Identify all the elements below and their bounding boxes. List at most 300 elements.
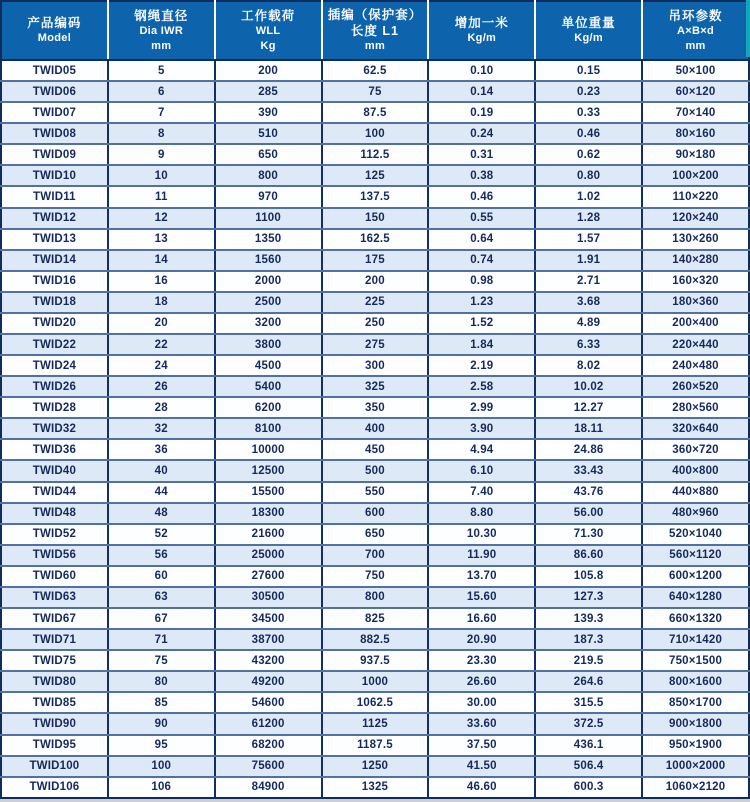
table-cell: 40 (108, 460, 215, 481)
table-row (1, 229, 749, 250)
table-cell: 970 (215, 186, 322, 207)
header-line: 吊环参数 (668, 8, 723, 23)
table-cell: 44 (108, 482, 215, 503)
table-cell: 510 (215, 123, 322, 144)
header-cell-diameter (108, 1, 215, 60)
table-cell: 220×440 (642, 334, 749, 355)
table-cell: 37.50 (428, 735, 535, 756)
table-cell: 0.31 (428, 144, 535, 165)
table-cell: 250 (322, 313, 429, 334)
table-cell: 710×1420 (642, 629, 749, 650)
model-cell: TWID48 (1, 503, 108, 524)
table-cell: 75 (108, 650, 215, 671)
table-cell: 320×640 (642, 418, 749, 439)
table-cell: 160×320 (642, 271, 749, 292)
table-cell: 280×560 (642, 397, 749, 418)
table-cell: 882.5 (322, 629, 429, 650)
table-cell: 52 (108, 524, 215, 545)
model-cell: TWID63 (1, 587, 108, 608)
table-cell: 105.8 (535, 566, 642, 587)
table-row (1, 292, 749, 313)
table-cell: 75 (322, 81, 429, 102)
header-line: WLL (255, 24, 281, 37)
table-cell: 87.5 (322, 102, 429, 123)
table-cell: 660×1320 (642, 608, 749, 629)
table-cell: 825 (322, 608, 429, 629)
table-cell: 85 (108, 692, 215, 713)
table-cell: 16.60 (428, 608, 535, 629)
model-cell: TWID07 (1, 102, 108, 123)
table-cell: 12500 (215, 460, 322, 481)
header-line: 长度 L1 (350, 24, 399, 38)
table-cell: 60 (108, 566, 215, 587)
table-cell: 600.3 (535, 777, 642, 798)
table-cell: 8 (108, 123, 215, 144)
table-cell: 1.84 (428, 334, 535, 355)
table-cell: 137.5 (322, 186, 429, 207)
table-cell: 3800 (215, 334, 322, 355)
model-cell: TWID12 (1, 208, 108, 229)
table-cell: 2.71 (535, 271, 642, 292)
table-cell: 1560 (215, 250, 322, 271)
table-cell: 43.76 (535, 482, 642, 503)
table-cell: 225 (322, 292, 429, 313)
table-cell: 10 (108, 165, 215, 186)
table-cell: 560×1120 (642, 545, 749, 566)
table-cell: 33.60 (428, 713, 535, 734)
table-cell: 8.80 (428, 503, 535, 524)
table-cell: 600 (322, 503, 429, 524)
model-cell: TWID10 (1, 165, 108, 186)
table-cell: 120×240 (642, 208, 749, 229)
table-cell: 1000×2000 (642, 756, 749, 777)
header-cell-ring-params (642, 1, 749, 60)
table-cell: 1350 (215, 229, 322, 250)
table-cell: 372.5 (535, 713, 642, 734)
table-cell: 0.23 (535, 81, 642, 102)
table-row (1, 165, 749, 186)
header-line: mm (151, 39, 172, 52)
model-cell: TWID60 (1, 566, 108, 587)
table-row (1, 524, 749, 545)
table-cell: 32 (108, 418, 215, 439)
header-cell-wll (215, 1, 322, 60)
table-cell: 34500 (215, 608, 322, 629)
table-row (1, 735, 749, 756)
table-cell: 25000 (215, 545, 322, 566)
table-cell: 650 (322, 524, 429, 545)
model-cell: TWID71 (1, 629, 108, 650)
table-cell: 56.00 (535, 503, 642, 524)
table-cell: 506.4 (535, 756, 642, 777)
table-cell: 15500 (215, 482, 322, 503)
table-cell: 50×100 (642, 60, 749, 81)
table-cell: 125 (322, 165, 429, 186)
table-cell: 18 (108, 292, 215, 313)
table-row (1, 313, 749, 334)
table-cell: 450 (322, 439, 429, 460)
model-cell: TWID22 (1, 334, 108, 355)
model-cell: TWID13 (1, 229, 108, 250)
table-cell: 390 (215, 102, 322, 123)
model-cell: TWID09 (1, 144, 108, 165)
table-cell: 0.80 (535, 165, 642, 186)
model-cell: TWID32 (1, 418, 108, 439)
model-cell: TWID18 (1, 292, 108, 313)
table-cell: 750×1500 (642, 650, 749, 671)
table-cell: 3.68 (535, 292, 642, 313)
header-line: mm (685, 39, 706, 52)
model-cell: TWID52 (1, 524, 108, 545)
table-cell: 850×1700 (642, 692, 749, 713)
table-cell: 5 (108, 60, 215, 81)
table-cell: 48 (108, 503, 215, 524)
table-cell: 112.5 (322, 144, 429, 165)
table-cell: 700 (322, 545, 429, 566)
table-cell: 260×520 (642, 376, 749, 397)
table-cell: 12 (108, 208, 215, 229)
table-cell: 187.3 (535, 629, 642, 650)
table-cell: 200 (215, 60, 322, 81)
table-cell: 56 (108, 545, 215, 566)
header-line: Model (37, 32, 72, 44)
model-cell: TWID90 (1, 713, 108, 734)
table-cell: 6 (108, 81, 215, 102)
table-row (1, 60, 749, 81)
table-cell: 140×280 (642, 250, 749, 271)
table-cell: 200×400 (642, 313, 749, 334)
table-cell: 60×120 (642, 81, 749, 102)
table-row (1, 334, 749, 355)
table-cell: 10.30 (428, 524, 535, 545)
table-cell: 240×480 (642, 355, 749, 376)
table-cell: 70×140 (642, 102, 749, 123)
table-cell: 1187.5 (322, 735, 429, 756)
table-cell: 937.5 (322, 650, 429, 671)
table-cell: 550 (322, 482, 429, 503)
table-cell: 23.30 (428, 650, 535, 671)
table-cell: 14 (108, 250, 215, 271)
model-cell: TWID85 (1, 692, 108, 713)
table-cell: 950×1900 (642, 735, 749, 756)
model-cell: TWID28 (1, 397, 108, 418)
model-cell: TWID16 (1, 271, 108, 292)
model-cell: TWID24 (1, 355, 108, 376)
table-cell: 20.90 (428, 629, 535, 650)
table-cell: 12.27 (535, 397, 642, 418)
header-line: Kg (260, 39, 276, 52)
table-row (1, 439, 749, 460)
table-cell: 3200 (215, 313, 322, 334)
table-row (1, 397, 749, 418)
table-cell: 24.86 (535, 439, 642, 460)
table-cell: 2500 (215, 292, 322, 313)
table-cell: 9 (108, 144, 215, 165)
table-cell: 1.52 (428, 313, 535, 334)
table-cell: 18300 (215, 503, 322, 524)
table-row (1, 355, 749, 376)
table-cell: 22 (108, 334, 215, 355)
table-cell: 0.19 (428, 102, 535, 123)
model-cell: TWID44 (1, 482, 108, 503)
table-cell: 2.19 (428, 355, 535, 376)
table-row (1, 713, 749, 734)
table-cell: 300 (322, 355, 429, 376)
table-row (1, 271, 749, 292)
table-cell: 10.02 (535, 376, 642, 397)
model-cell: TWID56 (1, 545, 108, 566)
table-cell: 400 (322, 418, 429, 439)
table-cell: 110×220 (642, 186, 749, 207)
header-cell-per-extra-meter (428, 1, 535, 60)
model-cell: TWID80 (1, 671, 108, 692)
table-cell: 0.98 (428, 271, 535, 292)
table-row (1, 208, 749, 229)
table-row (1, 692, 749, 713)
table-cell: 127.3 (535, 587, 642, 608)
table-row (1, 671, 749, 692)
table-row (1, 482, 749, 503)
table-cell: 1250 (322, 756, 429, 777)
table-cell: 350 (322, 397, 429, 418)
table-cell: 4500 (215, 355, 322, 376)
table-cell: 26.60 (428, 671, 535, 692)
table-cell: 80×160 (642, 123, 749, 144)
table-cell: 640×1280 (642, 587, 749, 608)
table-cell: 30500 (215, 587, 322, 608)
table-cell: 2.99 (428, 397, 535, 418)
table-cell: 162.5 (322, 229, 429, 250)
table-cell: 86.60 (535, 545, 642, 566)
table-cell: 43200 (215, 650, 322, 671)
table-row (1, 460, 749, 481)
table-cell: 75600 (215, 756, 322, 777)
table-row (1, 629, 749, 650)
table-row (1, 123, 749, 144)
table-cell: 500 (322, 460, 429, 481)
table-row (1, 650, 749, 671)
table-cell: 21600 (215, 524, 322, 545)
table-cell: 360×720 (642, 439, 749, 460)
table-cell: 18.11 (535, 418, 642, 439)
header-line: A×B×d (677, 24, 715, 37)
table-row (1, 81, 749, 102)
table-row (1, 587, 749, 608)
table-cell: 1100 (215, 208, 322, 229)
table-cell: 0.46 (428, 186, 535, 207)
header-line: Kg/m (467, 32, 497, 44)
table-cell: 400×800 (642, 460, 749, 481)
table-cell: 150 (322, 208, 429, 229)
table-cell: 0.62 (535, 144, 642, 165)
table-cell: 63 (108, 587, 215, 608)
model-cell: TWID20 (1, 313, 108, 334)
table-cell: 0.33 (535, 102, 642, 123)
teal-corner-accent (746, 0, 750, 57)
table-cell: 71.30 (535, 524, 642, 545)
table-cell: 90×180 (642, 144, 749, 165)
table-cell: 36 (108, 439, 215, 460)
table-cell: 264.6 (535, 671, 642, 692)
table-row (1, 777, 749, 798)
header-row (1, 1, 749, 60)
table-cell: 80 (108, 671, 215, 692)
table-cell: 8100 (215, 418, 322, 439)
table-header (1, 1, 749, 60)
table-cell: 7.40 (428, 482, 535, 503)
table-cell: 130×260 (642, 229, 749, 250)
model-cell: TWID106 (1, 777, 108, 798)
model-cell: TWID08 (1, 123, 108, 144)
table-cell: 0.64 (428, 229, 535, 250)
table-cell: 480×960 (642, 503, 749, 524)
table-cell: 4.94 (428, 439, 535, 460)
table-cell: 106 (108, 777, 215, 798)
table-cell: 1060×2120 (642, 777, 749, 798)
table-cell: 5400 (215, 376, 322, 397)
table-cell: 900×1800 (642, 713, 749, 734)
table-cell: 24 (108, 355, 215, 376)
table-cell: 1325 (322, 777, 429, 798)
table-body (1, 60, 749, 798)
table-row (1, 608, 749, 629)
header-line: Kg/m (574, 32, 603, 44)
table-cell: 68200 (215, 735, 322, 756)
table-cell: 315.5 (535, 692, 642, 713)
header-cell-unit-weight (535, 1, 642, 60)
header-line: 工作载荷 (241, 8, 296, 23)
table-cell: 750 (322, 566, 429, 587)
table-cell: 800×1600 (642, 671, 749, 692)
table-cell: 11.90 (428, 545, 535, 566)
table-cell: 0.46 (535, 123, 642, 144)
table-cell: 61200 (215, 713, 322, 734)
header-line: 单位重量 (561, 16, 616, 30)
table-cell: 16 (108, 271, 215, 292)
table-cell: 1000 (322, 671, 429, 692)
table-cell: 436.1 (535, 735, 642, 756)
table-cell: 62.5 (322, 60, 429, 81)
table-row (1, 144, 749, 165)
table-cell: 4.89 (535, 313, 642, 334)
table-row (1, 418, 749, 439)
table-cell: 1125 (322, 713, 429, 734)
table-cell: 0.14 (428, 81, 535, 102)
table-cell: 67 (108, 608, 215, 629)
table-cell: 46.60 (428, 777, 535, 798)
table-cell: 95 (108, 735, 215, 756)
model-cell: TWID11 (1, 186, 108, 207)
table-cell: 1.91 (535, 250, 642, 271)
table-cell: 219.5 (535, 650, 642, 671)
table-cell: 20 (108, 313, 215, 334)
table-cell: 41.50 (428, 756, 535, 777)
table-cell: 440×880 (642, 482, 749, 503)
header-line: 增加一米 (454, 16, 509, 30)
header-cell-model (1, 1, 108, 60)
model-cell: TWID75 (1, 650, 108, 671)
table-cell: 10000 (215, 439, 322, 460)
table-cell: 0.15 (535, 60, 642, 81)
table-cell: 139.3 (535, 608, 642, 629)
table-cell: 11 (108, 186, 215, 207)
table-cell: 520×1040 (642, 524, 749, 545)
table-cell: 71 (108, 629, 215, 650)
header-line: mm (364, 40, 386, 52)
table-cell: 0.38 (428, 165, 535, 186)
table-cell: 13.70 (428, 566, 535, 587)
table-cell: 6.10 (428, 460, 535, 481)
table-cell: 2000 (215, 271, 322, 292)
table-cell: 0.10 (428, 60, 535, 81)
model-cell: TWID36 (1, 439, 108, 460)
table-cell: 38700 (215, 629, 322, 650)
header-line: 产品编码 (27, 16, 82, 30)
table-row (1, 503, 749, 524)
table-cell: 1.02 (535, 186, 642, 207)
table-row (1, 102, 749, 123)
table-cell: 1.57 (535, 229, 642, 250)
table-cell: 26 (108, 376, 215, 397)
table-cell: 1062.5 (322, 692, 429, 713)
table-cell: 49200 (215, 671, 322, 692)
table-cell: 7 (108, 102, 215, 123)
table-cell: 275 (322, 334, 429, 355)
header-line: Dia IWR (139, 24, 184, 37)
table-cell: 54600 (215, 692, 322, 713)
table-cell: 8.02 (535, 355, 642, 376)
table-cell: 800 (215, 165, 322, 186)
header-line: 钢绳直径 (134, 8, 189, 23)
table-cell: 325 (322, 376, 429, 397)
table-cell: 90 (108, 713, 215, 734)
table-cell: 100 (322, 123, 429, 144)
table-cell: 180×360 (642, 292, 749, 313)
table-cell: 100 (108, 756, 215, 777)
table-row (1, 376, 749, 397)
header-line: 插编（保护套） (327, 8, 423, 22)
table-cell: 30.00 (428, 692, 535, 713)
table-cell: 285 (215, 81, 322, 102)
header-cell-splice-length (322, 1, 429, 60)
table-cell: 650 (215, 144, 322, 165)
model-cell: TWID95 (1, 735, 108, 756)
table-cell: 27600 (215, 566, 322, 587)
table-cell: 0.74 (428, 250, 535, 271)
table-cell: 800 (322, 587, 429, 608)
table-cell: 33.43 (535, 460, 642, 481)
model-cell: TWID14 (1, 250, 108, 271)
table-cell: 2.58 (428, 376, 535, 397)
table-cell: 15.60 (428, 587, 535, 608)
table-cell: 0.55 (428, 208, 535, 229)
table-cell: 1.28 (535, 208, 642, 229)
model-cell: TWID26 (1, 376, 108, 397)
table-row (1, 186, 749, 207)
table-cell: 175 (322, 250, 429, 271)
table-row (1, 250, 749, 271)
table-cell: 28 (108, 397, 215, 418)
table-cell: 84900 (215, 777, 322, 798)
model-cell: TWID40 (1, 460, 108, 481)
table-cell: 0.24 (428, 123, 535, 144)
model-cell: TWID100 (1, 756, 108, 777)
table-cell: 600×1200 (642, 566, 749, 587)
table-cell: 6.33 (535, 334, 642, 355)
table-cell: 3.90 (428, 418, 535, 439)
table-cell: 13 (108, 229, 215, 250)
table-row (1, 756, 749, 777)
